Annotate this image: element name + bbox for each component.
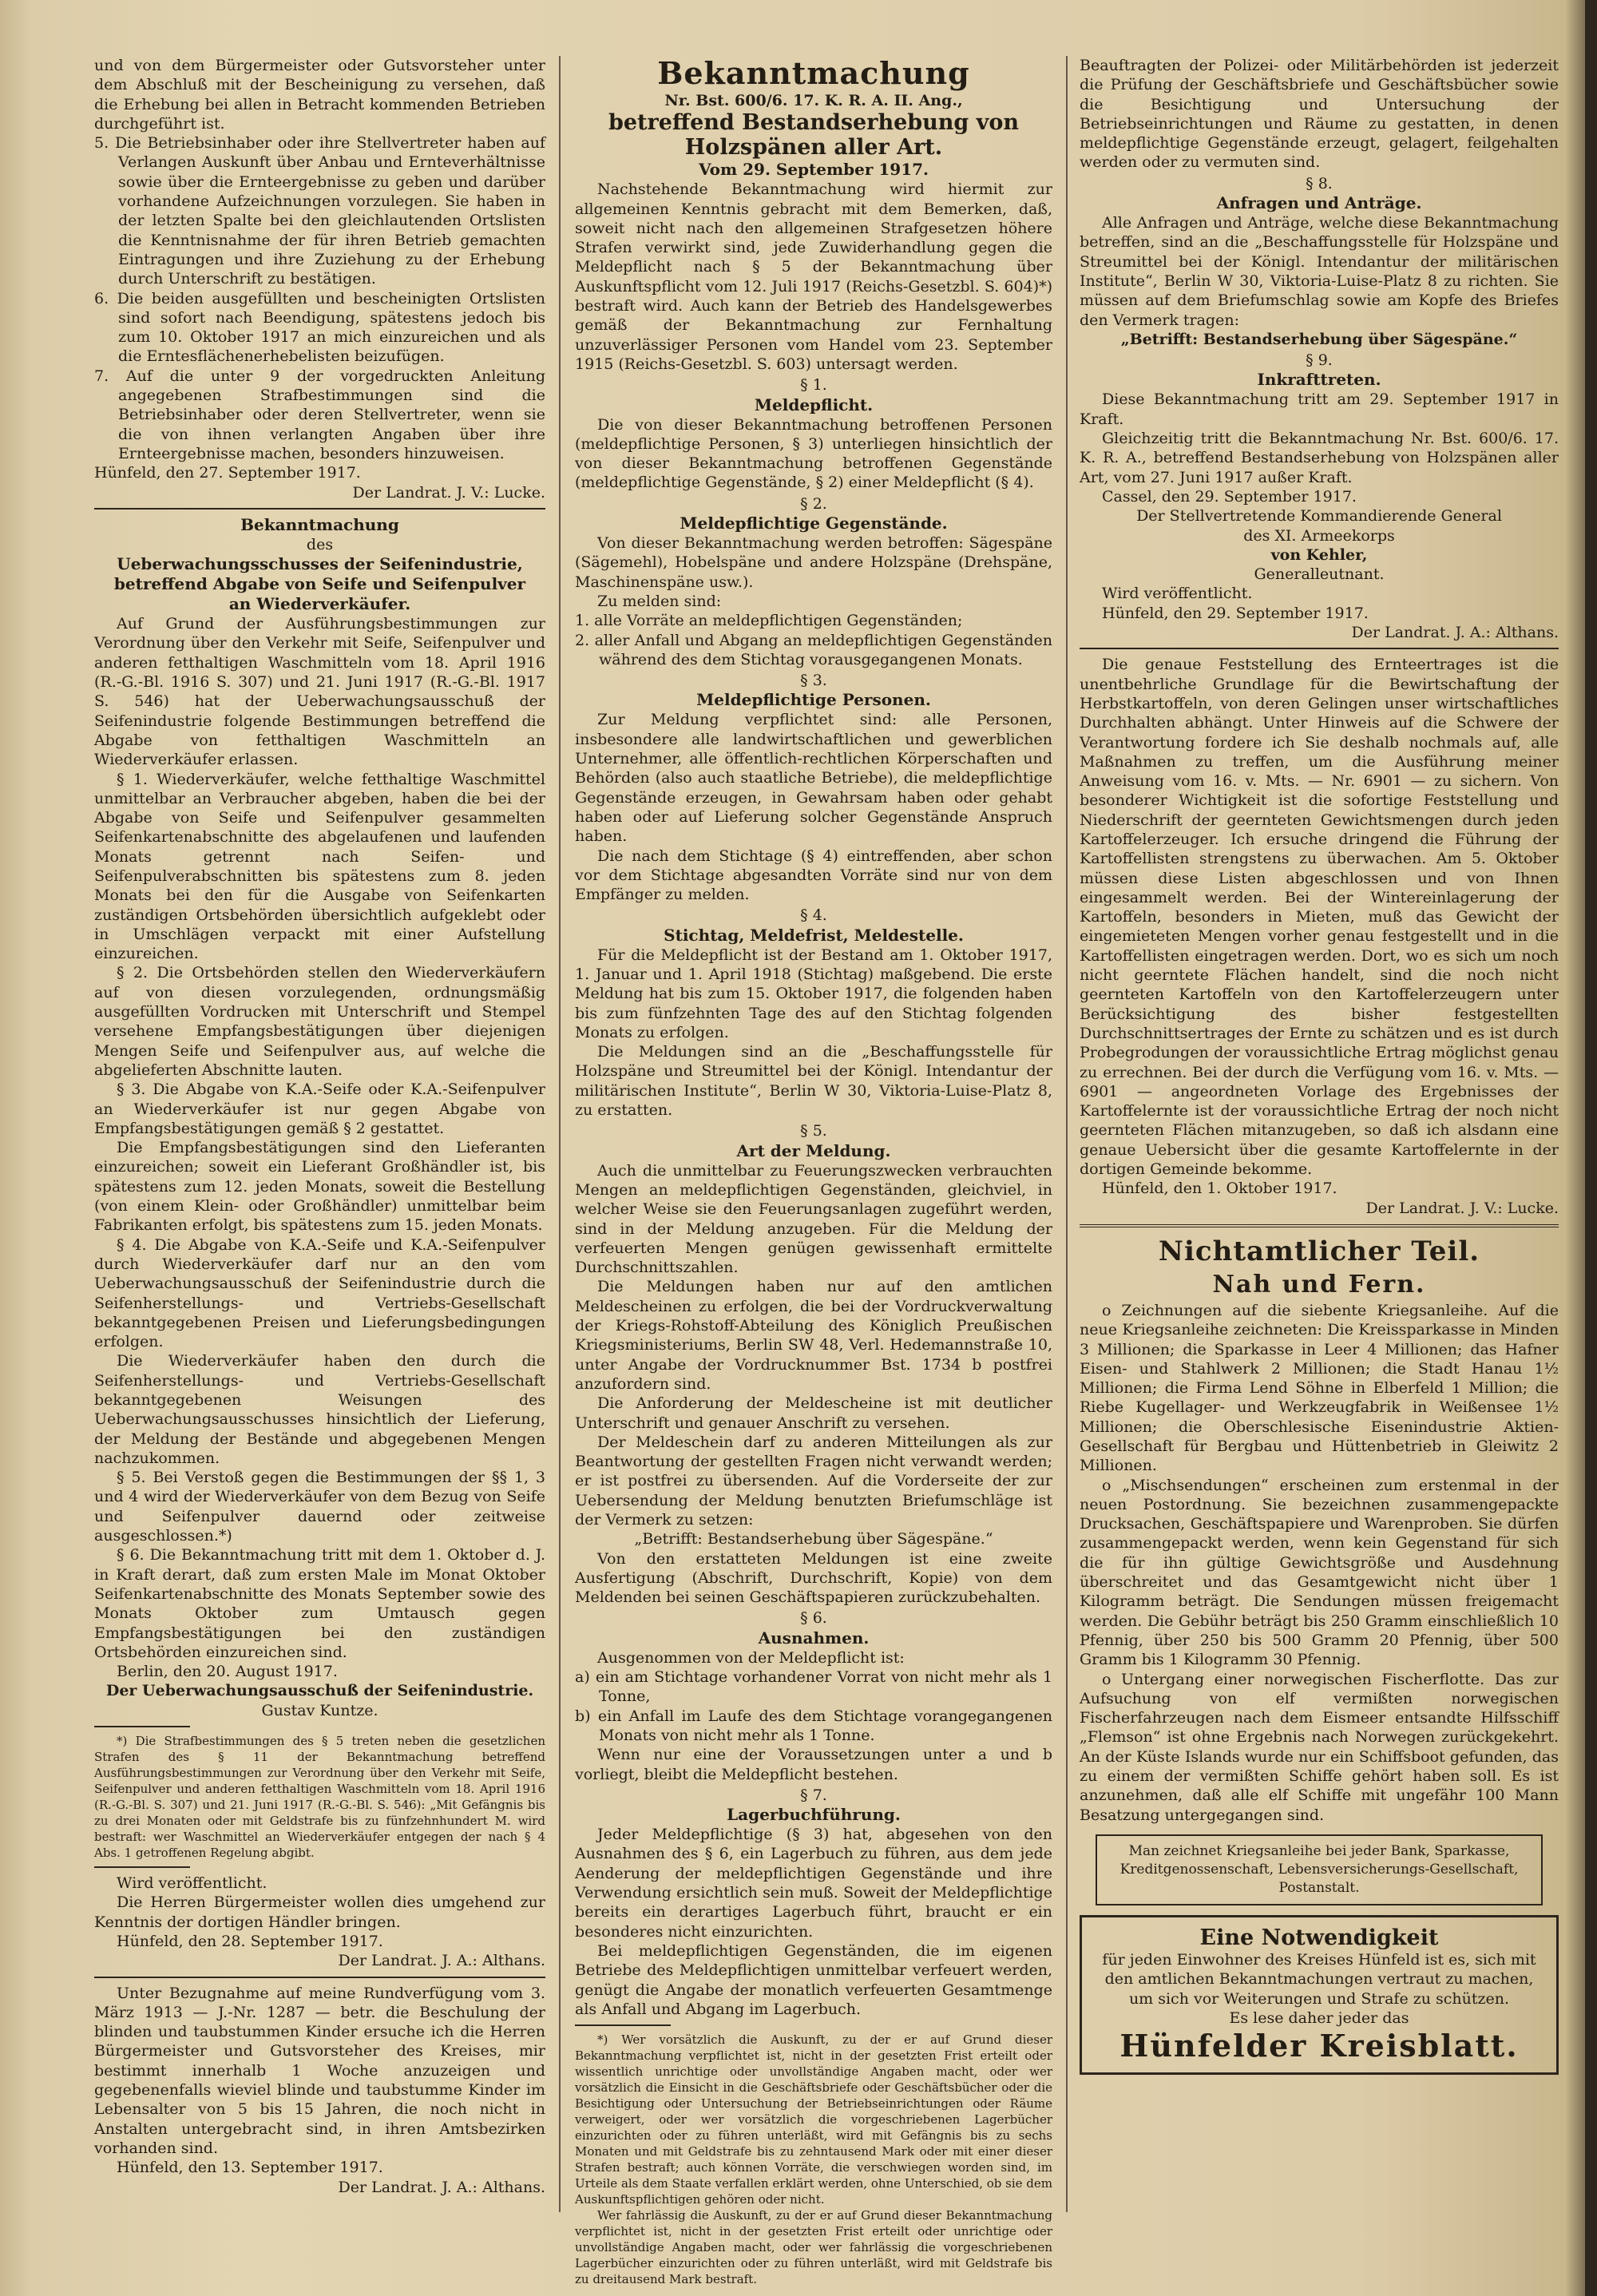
footnote: Wer fahrlässig die Auskunft, zu der er auf Grund dieser Bekanntmachung verpflichtet ist, nicht in der gesetzten Frist erteilt oder unrichtige oder unvollständige Angaben macht, oder wer fahrlässig die vorgeschriebenen Lagerbücher einzurichten oder zu führen unterläßt, wird mit Geldstrafe bis zu dreitausend Mark bestraft.	[575, 2208, 1052, 2287]
column-rule-2	[1066, 56, 1068, 2212]
paragraph: Die Meldungen sind an die „Beschaffungsstelle für Holzspäne und Streumittel bei der Königl. Intendantur der militärischen Institute“, Berlin W 30, Viktoria-Luise-Platz 8, zu erstatten.	[575, 1043, 1052, 1120]
list-item-7: 7. Auf die unter 9 der vorgedruckten Anleitung angegebenen Strafbestimmungen sind die Betriebsinhaber oder deren Stellvertreter, wenn sie die von ihnen verlangten Angaben über ihre Ernteergebnisse machen, besonders hinzuweisen.	[94, 367, 545, 462]
paragraph: Wenn nur eine der Voraussetzungen unter a und b vorliegt, bleibt die Meldepflicht bestehen.	[575, 1746, 1052, 1783]
signature-rank: Generalleutnant.	[1254, 565, 1385, 584]
paragraph-s2: § 2. Die Ortsbehörden stellen den Wiederverkäufern auf von diesen vorzulegenden, ordnungsmäßig ausgefüllten Vordrucken mit Unterschrift und Stempel versehene Empfangsbestätigungen über diejenigen Mengen Seife und Seifenpulver aus, auf welche die abgelieferten Abschnitte lauten.	[94, 964, 545, 1079]
column-middle	[575, 56, 1052, 2287]
section-number: § 5.	[800, 1122, 827, 1140]
dateline: Hünfeld, den 1. Oktober 1917.	[1102, 1180, 1337, 1198]
book-binding-edge	[1585, 0, 1597, 2296]
dateline: Hünfeld, den 13. September 1917.	[117, 2159, 383, 2177]
signature: Der Landrat. J. V.: Lucke.	[1365, 1199, 1559, 1217]
section-heading: Lagerbuchführung.	[727, 1805, 901, 1825]
paragraph: Der Meldeschein darf zu anderen Mitteilungen als zur Beantwortung der gestellten Fragen nicht verwandt werden; er ist postfrei zu übersenden. Auf die Vorderseite der zur Uebersendung der Meldung benutzten Briefumschläge ist der Vermerk zu setzen:	[575, 1433, 1052, 1529]
signature: Der Landrat. J. A.: Althans.	[1351, 624, 1559, 642]
section-heading: Meldepflichtige Gegenstände.	[680, 514, 948, 533]
quote: „Betrifft: Bestandserhebung über Sägespäne.“	[1120, 330, 1518, 348]
notice-title: Bekanntmachung	[240, 514, 399, 534]
column-right	[1080, 56, 1559, 2075]
section-number: § 1.	[800, 376, 827, 395]
paragraph: und von dem Bürgermeister oder Gutsvorsteher unter dem Abschluß mit der Bescheinigung zu versehen, daß die Erhebung bei allen in Betracht kommenden Betrieben durchgeführt ist.	[94, 57, 545, 133]
veroeffentlicht: Wird veröffentlicht.	[1102, 585, 1253, 603]
paragraph-s4: § 4. Die Abgabe von K.A.-Seife und K.A.-Seifenpulver durch Wiederverkäufer darf nur an den vom Ueberwachungsausschuß der Seifenindustrie durch die Seifenherstellungs- und Vertriebs-Gesellschaft bekanntgegebenen Preisen und Lieferungsbedingungen erfolgen.	[94, 1235, 545, 1351]
veroeffentlicht: Wird veröffentlicht.	[117, 1874, 267, 1893]
signature: Der Landrat. J. A.: Althans.	[338, 2178, 545, 2196]
signature-name: von Kehler,	[1270, 545, 1368, 564]
list-item-6: 6. Die beiden ausgefüllten und bescheinigten Ortslisten sind sofort nach Beendigung, spätestens jedoch bis zum 10. Oktober 1917 an mich einzureichen und als die Erntesflächenerhebelisten beizufügen.	[94, 289, 545, 366]
paragraph: Alle Anfragen und Anträge, welche diese Bekanntmachung betreffen, sind an die „Beschaffungsstelle für Holzspäne und Streumittel bei der Königl. Intendantur der militärischen Institute“, Berlin W 30, Viktoria-Luise-Platz 8 zu richten. Sie müssen auf dem Briefumschlag sowie am Kopfe des Briefes den Vermerk tragen:	[1080, 214, 1559, 329]
list-item: b) ein Anfall im Laufe des dem Stichtage vorangegangenen Monats von nicht mehr als 1 Tonne.	[575, 1707, 1052, 1744]
paragraph: Jeder Meldepflichtige (§ 3) hat, abgesehen von den Ausnahmen des § 6, ein Lagerbuch zu führen, aus dem jede Aenderung der meldepflichtigen Gegenstände und ihre Verwendung ersichtlich sein muß. Soweit der Meldepflichtige bereits ein derartiges Lagerbuch führt, braucht er ein besonderes nicht einzurichten.	[575, 1826, 1052, 1941]
paragraph: Bei meldepflichtigen Gegenständen, die im eigenen Betriebe des Meldepflichtigen unmittelbar verfeuert werden, genügt die Angabe der monatlich verfeuerten Gesamtmenge als Anfall und Abgang im Lagerbuch.	[575, 1941, 1052, 2018]
news-item: o „Mischsendungen“ erscheinen zum erstenmal in der neuen Postordnung. Sie bezeichnen zusammengepackte Drucksachen, Geschäftspapiere und Warenproben. Sie dürfen zusammengepackt werden, wenn kein Gegenstand für sich die für ihn gültige Gewichtsgröße und Ausdehnung überschreitet und das Gesamtgewicht nicht über 1 Kilogramm beträgt. Die Sendungen müssen freigemacht werden. Die Gebühr beträgt bis 250 Gramm einschließlich 10 Pfennig, über 250 bis 500 Gramm 20 Pfennig, über 500 Gramm bis 1 Kilogramm 30 Pfennig.	[1080, 1476, 1559, 1669]
dateline: Cassel, den 29. September 1917.	[1102, 487, 1357, 506]
paragraph: Auf Grund der Ausführungsbestimmungen zur Verordnung über den Verkehr mit Seife, Seifenpulver und anderen fetthaltigen Waschmitteln vom 18. April 1916 (R.-G.-Bl. 1916 S. 307) und 21. Juni 1917 (R.-G.-Bl. 1917 S. 546) hat der Ueberwachungsausschuß der Seifenindustrie folgende Bestimmungen betreffend die Abgabe von fetthaltigen Waschmitteln an Wiederverkäufer erlassen.	[94, 615, 545, 769]
divider	[1080, 648, 1559, 649]
notice-subtitle: Ueberwachungsschusses der Seifenindustrie, betreffend Abgabe von Seife und Seifenpulver	[113, 554, 526, 594]
quote: „Betrifft: Bestandserhebung über Sägespäne.“	[634, 1530, 993, 1549]
notice-subtitle: betreffend Bestandserhebung von Holzspänen aller Art.	[608, 110, 1019, 161]
signature: Der Stellvertretende Kommandierende General	[1136, 507, 1502, 525]
list-item: 2. aller Anfall und Abgang an meldepflichtigen Gegenständen während des dem Stichtag vorausgegangenen Monats.	[575, 631, 1052, 668]
paragraph: Die Meldungen haben nur auf den amtlichen Meldescheinen zu erfolgen, die bei der Vordruckverwaltung der Kriegs-Rohstoff-Abteilung des Königlich Preußischen Kriegsministeriums, Berlin SW 48, Verl. Hedemannstraße 10, unter Angabe der Vordrucknummer Bst. 1734 b postfrei anzufordern sind.	[575, 1278, 1052, 1393]
paragraph-s4b: Die Wiederverkäufer haben den durch die Seifenherstellungs- und Vertriebs-Gesellschaft bekanntgegebenen Weisungen des Ueberwachungsausschusses hinsichtlich der Lieferung, der Meldung der Bestände und abgegebenen Mengen nachzukommen.	[94, 1352, 545, 1467]
paragraph: Für die Meldepflicht ist der Bestand am 1. Oktober 1917, 1. Januar und 1. April 1918 (Stichtag) maßgebend. Die erste Meldung hat bis zum 15. Oktober 1917, die folgenden haben bis zum fünfzehnten Tage des auf den Stichtag folgenden Monats zu erfolgen.	[575, 946, 1052, 1041]
paragraph: Unter Bezugnahme auf meine Rundverfügung vom 3. März 1913 — J.-Nr. 1287 — betr. die Beschulung der blinden und taubstummen Kinder ersuche ich die Herren Bürgermeister und Gutsvorsteher des Kreises, mir bestimmt innerhalb 1 Woche anzuzeigen und gegebenenfalls wieviel blinde und taubstumme Kinder im Lebensalter von 5 bis 15 Jahren, die noch nicht in Anstalten untergebracht sind, in ihren Amtsbezirken vorhanden sind.	[94, 1984, 545, 2157]
section-heading: Meldepflichtige Personen.	[696, 690, 931, 710]
paragraph: Die genaue Feststellung des Ernteertrages ist die unentbehrliche Grundlage für die Bewirtschaftung der Herbstkartoffeln, von deren Gelingen unser wirtschaftliches Durchhalten abhängt. Unter Hinweis auf die Schwere der Verantwortung fordere ich Sie deshalb nochmals auf, alle Maßnahmen zu treffen, um die Ausführung meiner Anweisung vom 16. v. Mts. — Nr. 6901 — zu sichern. Von besonderer Wichtigkeit ist die sofortige Feststellung und Niederschrift der geernteten Gewichtsmengen durch jeden Kartoffelerzeuger. Ich ersuche dringend die Führung der Kartoffellisten strengstens zu überwachen. Am 5. Oktober müssen diese Listen abgeschlossen und von Ihnen eingesammelt werden. Bei der Wintereinlagerung der Kartoffeln, besonders in Mieten, muß das Gewicht der eingemieteten Mengen vorher genau festgestellt und in die Kartoffellisten eingetragen werden. Dort, wo es sich um noch nicht geerntete Flächen handelt, sind die noch nicht geernteten Kartoffeln von den Kartoffelerzeugern unter Berücksichtigung des bisher festgestellten Durchschnittsertrages der Ernte zu schätzen und es ist durch Probegrodungen der voraussichtliche Ertrag möglichst genau zu errechnen. Bei der durch die Verfügung vom 16. v. Mts. — 6901 — angeordneten Vorlage des Ergebnisses der Kartoffelernte ist der voraussichtliche Ertrag der noch nicht geernteten Flächen mitanzugeben, so daß ich alsdann eine genaue Uebersicht über die gesamte Kartoffelernte in der dortigen Gemeinde bekomme.	[1080, 656, 1559, 1179]
section-heading: Art der Meldung.	[736, 1140, 891, 1160]
paragraph-s3: § 3. Die Abgabe von K.A.-Seife oder K.A.-Seifenpulver an Wiederverkäufer ist nur gegen Abgabe von Empfangsbestätigungen gemäß § 2 gestattet.	[94, 1081, 545, 1137]
war-loan-text: Man zeichnet Kriegsanleihe bei jeder Bank, Sparkasse, Kreditgenossenschaft, Lebensversicherungs-Gesellschaft, Postanstalt.	[1119, 1842, 1519, 1896]
signature: Der Landrat. J. V.: Lucke.	[352, 483, 545, 502]
section-number: § 3.	[800, 672, 827, 690]
paragraph: Die Anforderung der Meldescheine ist mit deutlicher Unterschrift und genauer Anschrift zu versehen.	[575, 1394, 1052, 1432]
dateline: Hünfeld, den 28. September 1917.	[117, 1932, 383, 1950]
footnote: *) Wer vorsätzlich die Auskunft, zu der er auf Grund dieser Bekanntmachung verpflichtet ist, nicht in der gesetzten Frist erteilt oder wissentlich unrichtige oder unvollständige Angaben macht, oder wer vorsätzlich die Einsicht in die Geschäftsbriefe oder Geschäftsbücher oder die Besichtigung oder Untersuchung der Betriebseinrichtungen oder Räume verweigert, oder wer vorsätzlich die vorgeschriebenen Lagerbücher einzurichten oder zu führen unterläßt, wird mit Gefängnis bis zu sechs Monaten und mit Geldstrafe bis zu zehntausend Mark oder mit einer dieser Strafen bestraft; auch können Vorräte, die verschwiegen worden sind, im Urteile als dem Staate verfallen erklärt werden, ohne Unterschied, ob sie dem Auskunftspflichtigen gehören oder nicht.	[575, 2032, 1053, 2207]
list-item: a) ein am Stichtage vorhandener Vorrat von nicht mehr als 1 Tonne,	[575, 1668, 1052, 1706]
notice-des: des	[306, 535, 334, 553]
news-item: o Zeichnungen auf die siebente Kriegsanleihe. Auf die neue Kriegsanleihe zeichneten: Die Kreissparkasse in Minden 3 Millionen; die Sparkasse in Leer 4 Millionen; das Hafner Eisen- und Stahlwerk 2 Millionen; die Stadt Hanau 1½ Millionen; die Firma Lend Söhne in Elberfeld 1 Million; die Riebe Kugellager- und Werkzeugfabrik in Weißensee 1½ Millionen; die Oberschlesische Eisenindustrie Aktien-Gesellschaft für Bergbau und Hüttenbetrieb in Gleiwitz 2 Millionen.	[1080, 1301, 1559, 1475]
divider	[94, 508, 545, 510]
paragraph: Diese Bekanntmachung tritt am 29. September 1917 in Kraft.	[1080, 391, 1559, 428]
paragraph: Die Herren Bürgermeister wollen dies umgehend zur Kenntnis der dortigen Händler bringen.	[94, 1894, 545, 1931]
section-number: § 8.	[1306, 174, 1333, 192]
section-number: § 2.	[800, 494, 827, 513]
paragraph: Die von dieser Bekanntmachung betroffenen Personen (meldepflichtige Personen, § 3) unterliegen hinsichtlich der von dieser Bekanntmachung betroffenen Gegenstände (meldepflichtige Gegenstände, § 2) einer Meldepflicht (§ 4).	[575, 415, 1052, 492]
notice-title: Bekanntmachung	[657, 55, 970, 91]
section-title: Nichtamtlicher Teil.	[1158, 1235, 1480, 1267]
column-rule-1	[559, 56, 561, 2212]
divider	[94, 1866, 190, 1868]
paragraph-s6: § 6. Die Bekanntmachung tritt mit dem 1. Oktober d. J. in Kraft derart, daß zum ersten Male im Monat Oktober Seifenkartenabschnitte des Monats September sowie des Monats Oktober zum Umtausch gegen Empfangsbestätigungen bei den zuständigen Ortsbehörden einzureichen sind.	[94, 1546, 545, 1661]
war-loan-box	[1096, 1834, 1543, 1905]
section-heading: Inkrafttreten.	[1257, 370, 1381, 390]
section-heading: Meldepflicht.	[754, 395, 874, 414]
divider	[1080, 1224, 1559, 1227]
notice-title: Eine Notwendigkeit	[1199, 1925, 1439, 1950]
signature: Der Ueberwachungsausschuß der Seifenindustrie.	[105, 1682, 534, 1700]
divider	[575, 2024, 671, 2026]
section-number: § 4.	[800, 906, 827, 925]
column-left	[94, 56, 545, 2197]
paragraph: Auch die unmittelbar zu Feuerungszwecken verbrauchten Mengen an meldepflichtigen Gegenständen, gleichviel, in welcher Weise sie den Feuerungsanlagen zugeführt werden, sind in der Meldung anzugeben. Für die Meldung der verfeuerten Mengen genügen gewissenhaft ermittelte Durchschnittszahlen.	[575, 1161, 1052, 1277]
divider	[94, 1977, 545, 1978]
paragraph: Zur Meldung verpflichtet sind: alle Personen, insbesondere alle landwirtschaftlichen und gewerblichen Unternehmer, alle öffentlich-rechtlichen Körperschaften und Behörden (also auch staatliche Betriebe), die meldepflichtige Gegenstände erzeugen, in Gewahrsam haben oder gehabt haben oder auf Lieferung solcher Gegenstände Anspruch haben.	[575, 711, 1052, 846]
paragraph-s5: § 5. Bei Verstoß gegen die Bestimmungen der §§ 1, 3 und 4 wird der Wiederverkäufer von dem Bezug von Seife und Seifenpulver dauernd oder zeitweise ausgeschlossen.*)	[94, 1469, 545, 1545]
footnote: *) Die Strafbestimmungen des § 5 treten neben die gesetzlichen Strafen des § 11 der Bekanntmachung betreffend Ausführungsbestimmungen zur Verordnung über den Verkehr mit Seife, Seifenpulver und anderen fetthaltigen Waschmitteln vom 18. April 1916 (R.-G.-Bl. S. 307) und 21. Juni 1917 (R.-G.-Bl. S. 546): „Mit Gefängnis bis zu drei Monaten oder mit Geldstrafe bis zu fünfzehnhundert M. wird bestraft: wer Waschmittel an Wiederverkäufer entgegen der nach § 4 Abs. 1 getroffenen Regelung abgibt.	[94, 1734, 545, 1861]
signature-name: Gustav Kuntze.	[261, 1701, 378, 1719]
paragraph: Gleichzeitig tritt die Bekanntmachung Nr. Bst. 600/6. 17. K. R. A., betreffend Bestandserhebung von Holzspänen aller Art, vom 27. Juni 1917 außer Kraft.	[1080, 430, 1559, 486]
dateline: Berlin, den 20. August 1917.	[117, 1663, 338, 1681]
dateline: Hünfeld, den 27. September 1917.	[94, 464, 361, 482]
notice-number: Nr. Bst. 600/6. 17. K. R. A. II. Ang.,	[664, 92, 963, 109]
notice-date: Vom 29. September 1917.	[698, 160, 929, 180]
paragraph: Von den erstatteten Meldungen ist eine zweite Ausfertigung (Abschrift, Durchschrift, Kopie) von dem Meldenden bei seinen Geschäftspapieren zurückzubehalten.	[575, 1549, 1052, 1607]
dateline: Hünfeld, den 29. September 1917.	[1102, 604, 1369, 622]
section-heading: Anfragen und Anträge.	[1216, 193, 1422, 213]
divider	[94, 1726, 190, 1727]
section-heading: Stichtag, Meldefrist, Meldestelle.	[664, 925, 964, 945]
section-heading: Ausnahmen.	[758, 1628, 870, 1648]
paragraph: Zu melden sind:	[597, 592, 722, 610]
paragraph: Nachstehende Bekanntmachung wird hiermit zur allgemeinen Kenntnis gebracht mit dem Bemerken, daß, soweit nicht nach den allgemeinen Strafgesetzen höhere Strafen verwirkt sind, jede Zuwiderhandlung gegen die Meldepflicht nach § 5 der Bekanntmachung über Auskunftspflicht vom 12. Juli 1917 (Reichs-Gesetzbl. S. 604)*) bestraft wird. Auch kann der Betrieb des Handelsgewerbes gemäß der Bekanntmachung zur Fernhaltung unzuverlässiger Personen vom Handel vom 23. September 1915 (Reichs-Gesetzbl. S. 603) untersagt werden.	[575, 180, 1052, 373]
notice-box	[1080, 1915, 1559, 2075]
signature: Der Landrat. J. A.: Althans.	[338, 1952, 545, 1970]
paragraph: für jeden Einwohner des Kreises Hünfeld ist es, sich mit den amtlichen Bekanntmachungen vertraut zu machen, um sich vor Weiterungen und Strafe zu schützen.	[1102, 1950, 1536, 2008]
section-number: § 7.	[800, 1786, 827, 1804]
notice-subtitle-2: an Wiederverkäufer.	[228, 594, 411, 614]
list-item: 1. alle Vorräte an meldepflichtigen Gegenständen;	[575, 612, 963, 630]
newspaper-name: Hünfelder Kreisblatt.	[1119, 2028, 1519, 2064]
section-number: § 9.	[1306, 351, 1333, 370]
section-subtitle: Nah und Fern.	[1212, 1270, 1426, 1299]
paragraph: Von dieser Bekanntmachung werden betroffen: Sägespäne (Sägemehl), Hobelspäne und andere Holzspäne (Drehspäne, Maschinenspäne usw.).	[575, 534, 1052, 591]
paragraph: Die nach dem Stichtage (§ 4) eintreffenden, aber schon vor dem Stichtage abgesandten Vorräte sind nur von dem Empfänger zu melden.	[575, 847, 1052, 904]
paragraph: Ausgenommen von der Meldepflicht ist:	[597, 1648, 905, 1667]
section-number: § 6.	[800, 1609, 827, 1628]
signature: des XI. Armeekorps	[1243, 526, 1395, 545]
paragraph: Es lese daher jeder das	[1229, 2009, 1409, 2027]
paragraph-s3b: Die Empfangsbestätigungen sind den Lieferanten einzureichen; soweit ein Lieferant Großhändler ist, bis spätestens zum 12. jeden Monats, soweit die Bestellung (von einem Klein- oder Großhändler) unmittelbar beim Fabrikanten erfolgt, bis spätestens zum 15. jeden Monats.	[94, 1139, 545, 1235]
list-item-5: 5. Die Betriebsinhaber oder ihre Stellvertreter haben auf Verlangen Auskunft über Anbau und Ernteverhältnisse sowie über die Ernteergebnisse zu geben und darüber vorhandene Aufzeichnungen vorzulegen. Sie haben in der letzten Spalte bei den gleichlautenden Ortslisten die Kenntnisnahme der für ihren Betrieb gemachten Eintragungen und ihre Zuziehung zu der Erhebung durch Unterschrift zu bestätigen.	[94, 134, 545, 288]
paragraph: Beauftragten der Polizei- oder Militärbehörden ist jederzeit die Prüfung der Geschäftsbriefe und Geschäftsbücher sowie die Besichtigung und Untersuchung der Betriebseinrichtungen und Räume zu gestatten, in denen meldepflichtige Gegenstände erzeugt, gelagert, feilgehalten werden oder zu vermuten sind.	[1080, 57, 1559, 172]
news-item: o Untergang einer norwegischen Fischerflotte. Das zur Aufsuchung von elf vermißten norwegischen Fischerfahrzeugen nach dem Eismeer entsandte Hilfsschiff „Flemson“ ist ohne Ergebnis nach Norwegen zurückgekehrt. An der Küste Islands wurde nur ein Schiffsboot gefunden, das zu einem der vermißten Schiffe gehört haben soll. Es ist anzunehmen, daß alle elf Schiffe mit ungefähr 100 Mann Besatzung untergegangen sind.	[1080, 1670, 1559, 1824]
paragraph-s1: § 1. Wiederverkäufer, welche fetthaltige Waschmittel unmittelbar an Verbraucher abgeben, haben die bei der Abgabe von Seife und Seifenpulver gesammelten Seifenkartenabschnitte des abgelaufenen und laufenden Monats getrennt nach Seifen- und Seifenpulverabschnitten bis spätestens zum 8. jeden Monats bei den für die Ausgabe von Seifenkarten zuständigen Ortsbehörden übersichtlich aufgeklebt oder in Umschlägen verpackt mit einer Aufstellung einzureichen.	[94, 770, 545, 963]
